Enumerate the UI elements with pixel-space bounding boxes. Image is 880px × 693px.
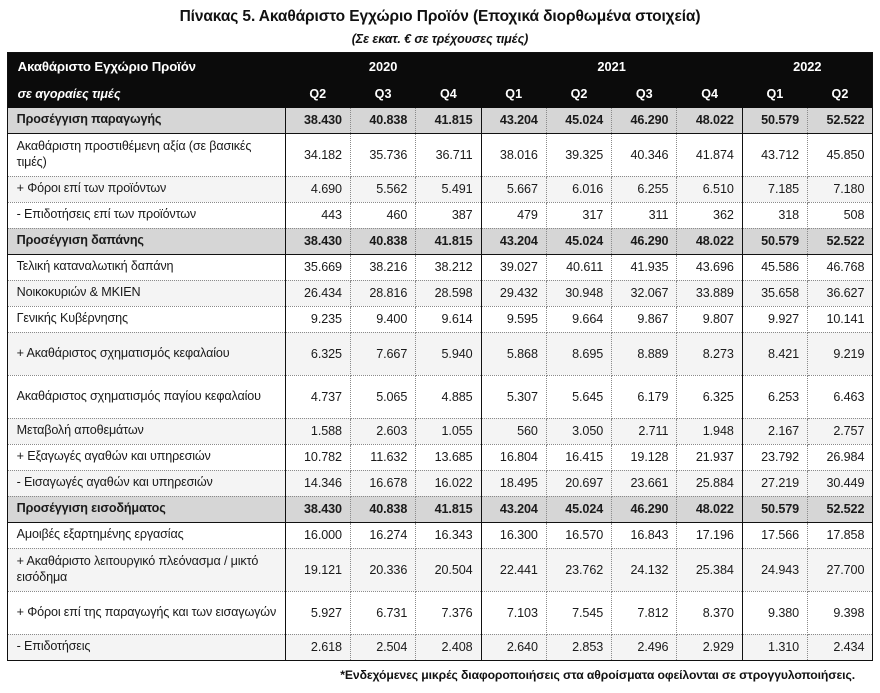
row-value: 2.434 bbox=[808, 634, 873, 660]
row-value: 21.937 bbox=[677, 444, 742, 470]
row-value: 16.300 bbox=[481, 522, 546, 548]
header-quarter-2021-q2: Q2 bbox=[546, 81, 611, 108]
row-value: 16.570 bbox=[546, 522, 611, 548]
row-label: + Φόροι επί της παραγωγής και των εισαγωγών bbox=[7, 591, 285, 634]
row-value: 22.441 bbox=[481, 548, 546, 591]
row-label: - Εισαγωγές αγαθών και υπηρεσιών bbox=[7, 470, 285, 496]
table-row bbox=[7, 375, 873, 418]
row-value: 1.310 bbox=[742, 634, 807, 660]
header-quarter-2021-q3: Q3 bbox=[612, 81, 677, 108]
row-value: 16.343 bbox=[416, 522, 481, 548]
table-row bbox=[7, 332, 873, 375]
header-quarter-2022-q2: Q2 bbox=[808, 81, 873, 108]
row-value: 40.346 bbox=[612, 133, 677, 176]
row-value: 6.510 bbox=[677, 176, 742, 202]
row-value: 5.868 bbox=[481, 332, 546, 375]
row-value: 5.645 bbox=[546, 375, 611, 418]
row-label: Τελική καταναλωτική δαπάνη bbox=[7, 254, 285, 280]
row-value: 20.504 bbox=[416, 548, 481, 591]
row-value: 6.325 bbox=[285, 332, 350, 375]
row-value: 46.290 bbox=[612, 228, 677, 254]
row-value: 16.022 bbox=[416, 470, 481, 496]
row-value: 311 bbox=[612, 202, 677, 228]
row-value: 8.695 bbox=[546, 332, 611, 375]
row-label: - Επιδοτήσεις επί των προϊόντων bbox=[7, 202, 285, 228]
header-quarter-2021-q1: Q1 bbox=[481, 81, 546, 108]
row-value: 8.421 bbox=[742, 332, 807, 375]
row-label: + Ακαθάριστος σχηματισμός κεφαλαίου bbox=[7, 332, 285, 375]
row-value: 30.948 bbox=[546, 280, 611, 306]
row-value: 26.984 bbox=[808, 444, 873, 470]
row-value: 16.843 bbox=[612, 522, 677, 548]
row-value: 7.376 bbox=[416, 591, 481, 634]
row-value: 6.016 bbox=[546, 176, 611, 202]
row-label: Γενικής Κυβέρνησης bbox=[7, 306, 285, 332]
table-row bbox=[7, 444, 873, 470]
row-value: 35.736 bbox=[350, 133, 415, 176]
row-value: 2.167 bbox=[742, 418, 807, 444]
row-value: 2.408 bbox=[416, 634, 481, 660]
row-value: 2.618 bbox=[285, 634, 350, 660]
row-value: 50.579 bbox=[742, 228, 807, 254]
table-footnote: *Ενδεχόμενες μικρές διαφοροποιήσεις στα αθροίσματα οφείλονται σε στρογγυλοποιήσεις. bbox=[340, 667, 855, 682]
row-value: 9.398 bbox=[808, 591, 873, 634]
row-label: Προσέγγιση δαπάνης bbox=[7, 228, 285, 254]
row-value: 16.000 bbox=[285, 522, 350, 548]
row-value: 6.731 bbox=[350, 591, 415, 634]
row-value: 9.235 bbox=[285, 306, 350, 332]
row-value: 10.782 bbox=[285, 444, 350, 470]
table-section-row bbox=[7, 108, 873, 134]
row-value: 38.016 bbox=[481, 133, 546, 176]
row-value: 35.669 bbox=[285, 254, 350, 280]
row-value: 5.491 bbox=[416, 176, 481, 202]
row-value: 36.627 bbox=[808, 280, 873, 306]
row-value: 46.768 bbox=[808, 254, 873, 280]
row-value: 387 bbox=[416, 202, 481, 228]
row-value: 13.685 bbox=[416, 444, 481, 470]
row-value: 5.667 bbox=[481, 176, 546, 202]
row-value: 5.562 bbox=[350, 176, 415, 202]
table-body bbox=[7, 108, 873, 661]
table-row bbox=[7, 470, 873, 496]
row-value: 41.815 bbox=[416, 108, 481, 134]
row-value: 9.614 bbox=[416, 306, 481, 332]
row-value: 6.253 bbox=[742, 375, 807, 418]
row-value: 9.380 bbox=[742, 591, 807, 634]
row-value: 23.792 bbox=[742, 444, 807, 470]
row-value: 38.430 bbox=[285, 108, 350, 134]
row-value: 45.024 bbox=[546, 108, 611, 134]
header-year-2021: 2021 bbox=[481, 52, 742, 81]
row-label: - Επιδοτήσεις bbox=[7, 634, 285, 660]
row-value: 317 bbox=[546, 202, 611, 228]
row-value: 443 bbox=[285, 202, 350, 228]
row-value: 48.022 bbox=[677, 228, 742, 254]
row-value: 7.667 bbox=[350, 332, 415, 375]
row-value: 8.370 bbox=[677, 591, 742, 634]
table-row bbox=[7, 548, 873, 591]
row-value: 17.566 bbox=[742, 522, 807, 548]
row-value: 23.661 bbox=[612, 470, 677, 496]
row-value: 41.874 bbox=[677, 133, 742, 176]
row-value: 1.948 bbox=[677, 418, 742, 444]
row-value: 5.307 bbox=[481, 375, 546, 418]
row-value: 52.522 bbox=[808, 228, 873, 254]
row-value: 460 bbox=[350, 202, 415, 228]
row-value: 10.141 bbox=[808, 306, 873, 332]
row-value: 19.121 bbox=[285, 548, 350, 591]
row-value: 6.463 bbox=[808, 375, 873, 418]
row-value: 2.603 bbox=[350, 418, 415, 444]
table-row bbox=[7, 306, 873, 332]
table-row bbox=[7, 133, 873, 176]
row-value: 7.185 bbox=[742, 176, 807, 202]
row-value: 48.022 bbox=[677, 496, 742, 522]
row-value: 26.434 bbox=[285, 280, 350, 306]
row-value: 52.522 bbox=[808, 108, 873, 134]
row-label: Ακαθάριστος σχηματισμός παγίου κεφαλαίου bbox=[7, 375, 285, 418]
row-value: 39.027 bbox=[481, 254, 546, 280]
row-value: 46.290 bbox=[612, 496, 677, 522]
row-value: 36.711 bbox=[416, 133, 481, 176]
row-value: 43.696 bbox=[677, 254, 742, 280]
row-value: 5.927 bbox=[285, 591, 350, 634]
header-stub-line1: Ακαθάριστο Εγχώριο Προϊόν bbox=[7, 52, 285, 81]
row-label: Προσέγγιση παραγωγής bbox=[7, 108, 285, 134]
row-value: 48.022 bbox=[677, 108, 742, 134]
row-value: 17.196 bbox=[677, 522, 742, 548]
row-value: 8.273 bbox=[677, 332, 742, 375]
row-value: 7.180 bbox=[808, 176, 873, 202]
row-value: 20.697 bbox=[546, 470, 611, 496]
row-label: + Φόροι επί των προϊόντων bbox=[7, 176, 285, 202]
row-value: 5.065 bbox=[350, 375, 415, 418]
row-value: 27.219 bbox=[742, 470, 807, 496]
row-value: 38.430 bbox=[285, 496, 350, 522]
row-label: Νοικοκυριών & ΜΚΙΕΝ bbox=[7, 280, 285, 306]
row-value: 28.816 bbox=[350, 280, 415, 306]
row-value: 3.050 bbox=[546, 418, 611, 444]
row-value: 39.325 bbox=[546, 133, 611, 176]
row-value: 45.024 bbox=[546, 228, 611, 254]
row-value: 479 bbox=[481, 202, 546, 228]
row-value: 43.204 bbox=[481, 228, 546, 254]
row-value: 9.219 bbox=[808, 332, 873, 375]
row-value: 5.940 bbox=[416, 332, 481, 375]
row-value: 40.838 bbox=[350, 228, 415, 254]
row-value: 9.664 bbox=[546, 306, 611, 332]
row-value: 23.762 bbox=[546, 548, 611, 591]
row-value: 560 bbox=[481, 418, 546, 444]
row-value: 2.640 bbox=[481, 634, 546, 660]
row-value: 20.336 bbox=[350, 548, 415, 591]
table-row bbox=[7, 634, 873, 660]
row-value: 43.204 bbox=[481, 496, 546, 522]
row-value: 43.712 bbox=[742, 133, 807, 176]
row-value: 34.182 bbox=[285, 133, 350, 176]
header-year-row bbox=[7, 52, 873, 81]
row-value: 2.504 bbox=[350, 634, 415, 660]
row-label: Μεταβολή αποθεμάτων bbox=[7, 418, 285, 444]
row-value: 46.290 bbox=[612, 108, 677, 134]
row-value: 41.935 bbox=[612, 254, 677, 280]
row-value: 18.495 bbox=[481, 470, 546, 496]
table-row bbox=[7, 202, 873, 228]
table-header bbox=[7, 52, 873, 108]
row-value: 25.884 bbox=[677, 470, 742, 496]
header-stub-line2: σε αγοραίες τιμές bbox=[7, 81, 285, 108]
table-row bbox=[7, 280, 873, 306]
row-value: 45.586 bbox=[742, 254, 807, 280]
row-value: 30.449 bbox=[808, 470, 873, 496]
header-year-2020: 2020 bbox=[285, 52, 481, 81]
row-value: 19.128 bbox=[612, 444, 677, 470]
row-value: 40.611 bbox=[546, 254, 611, 280]
row-value: 11.632 bbox=[350, 444, 415, 470]
row-value: 508 bbox=[808, 202, 873, 228]
row-value: 24.943 bbox=[742, 548, 807, 591]
row-value: 29.432 bbox=[481, 280, 546, 306]
row-value: 50.579 bbox=[742, 108, 807, 134]
row-value: 45.024 bbox=[546, 496, 611, 522]
header-quarter-2022-q1: Q1 bbox=[742, 81, 807, 108]
row-value: 38.430 bbox=[285, 228, 350, 254]
header-quarter-2021-q4: Q4 bbox=[677, 81, 742, 108]
row-value: 7.103 bbox=[481, 591, 546, 634]
row-value: 7.812 bbox=[612, 591, 677, 634]
row-value: 45.850 bbox=[808, 133, 873, 176]
row-value: 4.690 bbox=[285, 176, 350, 202]
row-value: 6.325 bbox=[677, 375, 742, 418]
row-value: 9.400 bbox=[350, 306, 415, 332]
row-value: 16.804 bbox=[481, 444, 546, 470]
row-value: 41.815 bbox=[416, 228, 481, 254]
header-quarter-2020-q2: Q2 bbox=[285, 81, 350, 108]
table-row bbox=[7, 418, 873, 444]
row-value: 50.579 bbox=[742, 496, 807, 522]
row-value: 4.885 bbox=[416, 375, 481, 418]
table-row bbox=[7, 591, 873, 634]
table-row bbox=[7, 522, 873, 548]
row-value: 2.929 bbox=[677, 634, 742, 660]
row-value: 16.415 bbox=[546, 444, 611, 470]
table-row bbox=[7, 254, 873, 280]
table-section-row bbox=[7, 496, 873, 522]
row-value: 17.858 bbox=[808, 522, 873, 548]
row-value: 40.838 bbox=[350, 108, 415, 134]
gdp-table bbox=[7, 52, 874, 661]
row-label: Προσέγγιση εισοδήματος bbox=[7, 496, 285, 522]
row-value: 27.700 bbox=[808, 548, 873, 591]
header-quarter-2020-q3: Q3 bbox=[350, 81, 415, 108]
page-title: Πίνακας 5. Ακαθάριστο Εγχώριο Προϊόν (Εποχικά διορθωμένα στοιχεία) bbox=[179, 8, 701, 25]
row-value: 25.384 bbox=[677, 548, 742, 591]
header-year-2022: 2022 bbox=[742, 52, 873, 81]
row-value: 2.757 bbox=[808, 418, 873, 444]
row-value: 35.658 bbox=[742, 280, 807, 306]
row-value: 24.132 bbox=[612, 548, 677, 591]
row-value: 33.889 bbox=[677, 280, 742, 306]
header-quarter-row bbox=[7, 81, 873, 108]
row-value: 1.588 bbox=[285, 418, 350, 444]
row-value: 1.055 bbox=[416, 418, 481, 444]
page-subtitle: (Σε εκατ. € σε τρέχουσες τιμές) bbox=[351, 31, 529, 46]
header-quarter-2020-q4: Q4 bbox=[416, 81, 481, 108]
row-value: 38.216 bbox=[350, 254, 415, 280]
row-value: 43.204 bbox=[481, 108, 546, 134]
row-value: 28.598 bbox=[416, 280, 481, 306]
row-value: 2.496 bbox=[612, 634, 677, 660]
row-value: 32.067 bbox=[612, 280, 677, 306]
row-label: + Ακαθάριστο λειτουργικό πλεόνασμα / μικτό εισόδημα bbox=[7, 548, 285, 591]
row-label: + Εξαγωγές αγαθών και υπηρεσιών bbox=[7, 444, 285, 470]
row-value: 14.346 bbox=[285, 470, 350, 496]
row-value: 9.807 bbox=[677, 306, 742, 332]
row-value: 6.179 bbox=[612, 375, 677, 418]
row-value: 38.212 bbox=[416, 254, 481, 280]
row-value: 52.522 bbox=[808, 496, 873, 522]
row-value: 41.815 bbox=[416, 496, 481, 522]
row-label: Αμοιβές εξαρτημένης εργασίας bbox=[7, 522, 285, 548]
row-value: 16.678 bbox=[350, 470, 415, 496]
row-value: 318 bbox=[742, 202, 807, 228]
row-value: 16.274 bbox=[350, 522, 415, 548]
row-label: Ακαθάριστη προστιθέμενη αξία (σε βασικές τιμές) bbox=[7, 133, 285, 176]
row-value: 4.737 bbox=[285, 375, 350, 418]
table-row bbox=[7, 176, 873, 202]
row-value: 362 bbox=[677, 202, 742, 228]
table-section-row bbox=[7, 228, 873, 254]
row-value: 7.545 bbox=[546, 591, 611, 634]
row-value: 9.927 bbox=[742, 306, 807, 332]
row-value: 2.711 bbox=[612, 418, 677, 444]
row-value: 8.889 bbox=[612, 332, 677, 375]
row-value: 6.255 bbox=[612, 176, 677, 202]
row-value: 40.838 bbox=[350, 496, 415, 522]
row-value: 9.867 bbox=[612, 306, 677, 332]
row-value: 2.853 bbox=[546, 634, 611, 660]
row-value: 9.595 bbox=[481, 306, 546, 332]
